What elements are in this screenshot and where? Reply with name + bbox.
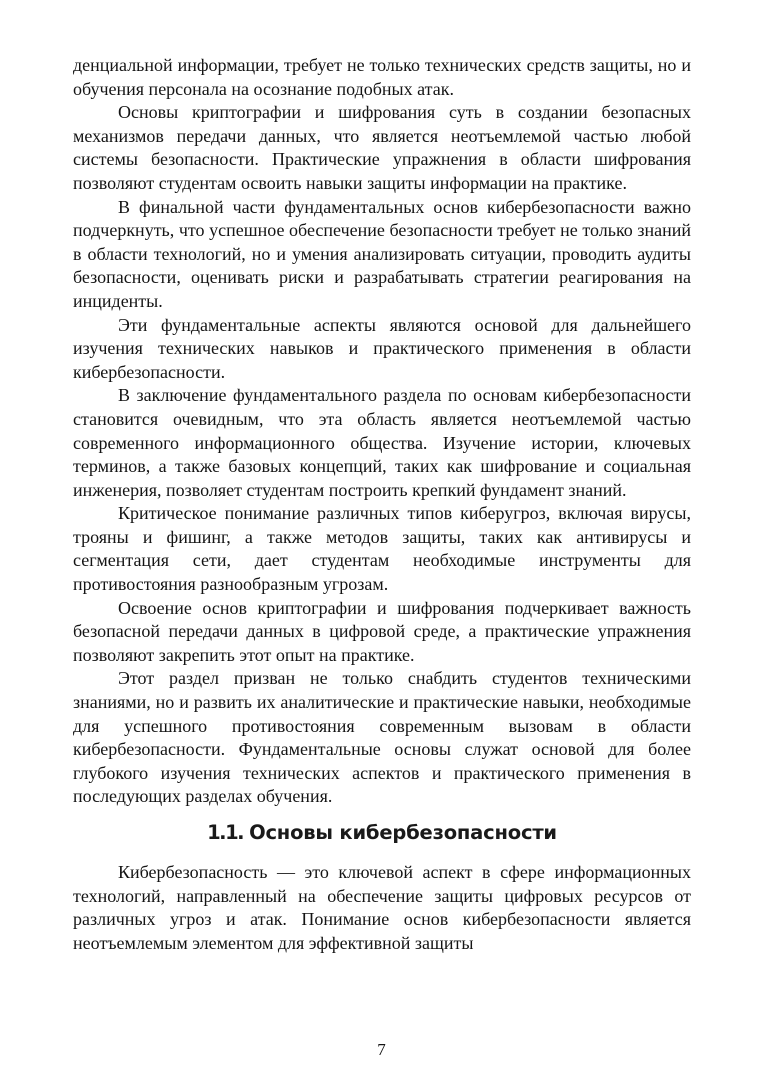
section-number: 1.1. <box>207 821 244 844</box>
paragraph: В финальной части фундаментальных основ кибербезопасности важно подчеркнуть, что успешное обеспечение безопасности требует не только знаний в области технологий, но и умения анализировать ситуации, проводить аудиты безопасности, оценивать риски и разрабатывать стратегии реагирования на инциденты. <box>73 196 691 311</box>
section-heading <box>73 820 691 846</box>
paragraph: Этот раздел призван не только снабдить студентов техническими знаниями, но и развить их аналитические и практические навыки, необходимые для успешного противостояния современным вызовам в области кибербезопасности. Фундаментальные основы служат основой для более глубокого изучения технических аспектов и практического применения в последующих разделах обучения. <box>73 668 691 807</box>
paragraph: Критическое понимание различных типов киберугроз, включая вирусы, трояны и фишинг, а также методов защиты, таких как антивирусы и сегментация сети, дает студентам необходимые инструменты для противостояния разнообразным угрозам. <box>73 503 691 595</box>
paragraph: Освоение основ криптографии и шифрования подчеркивает важность безопасной передачи данных в цифровой среде, а практические упражнения позволяют закрепить этот опыт на практике. <box>73 597 691 665</box>
section-title: Основы кибербезопасности <box>249 821 557 844</box>
paragraph: В заключение фундаментального раздела по основам кибербезопасности становится очевидным, что эта область является неотъемлемой частью современного информационного общества. Изучение истории, ключевых терминов, а также базовых концепций, таких как шифрование и социальная инженерия, позволяет студентам построить крепкий фундамент знаний. <box>73 385 691 500</box>
page-body <box>73 54 691 955</box>
paragraph: Эти фундаментальные аспекты являются основой для дальнейшего изучения технических навыков и практического применения в области кибербезопасности. <box>73 314 691 382</box>
paragraph: Основы криптографии и шифрования суть в создании безопасных механизмов передачи данных, что является неотъемлемой частью любой системы безопасности. Практические упражнения в области шифрования позволяют студентам освоить навыки защиты информации на практике. <box>73 102 691 193</box>
page-number: 7 <box>377 1040 386 1059</box>
paragraph: денциальной информации, требует не только технических средств защиты, но и обучения персонала на осознание подобных атак. <box>73 55 691 99</box>
paragraph: Кибербезопасность — это ключевой аспект в сфере информационных технологий, направленный на обеспечение защиты цифровых ресурсов от различных угроз и атак. Понимание основ кибербезопасности является неотъемлемым элементом для эффективной защиты <box>73 862 691 953</box>
